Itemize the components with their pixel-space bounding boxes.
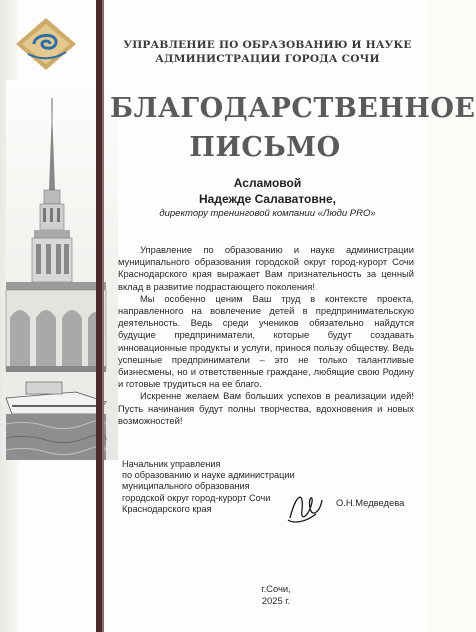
letter-body	[118, 244, 414, 427]
decorative-band-edge	[102, 0, 104, 632]
body-paragraph: Мы особенно ценим Ваш труд в контексте проекта, направленного на вовлечение детей в предпринимательскую деятельность. Ведь среди учеников обязательно найдутся будущие предприниматели, которые будут создавать инновационные продукты и услуги, принося пользу обществу. Ведь успешные предприниматели – это не только талантливые бизнесмены, но и ответственные граждане, любящие свою Родину и готовые трудиться на ее благо.	[118, 292, 414, 390]
place-and-date	[246, 583, 306, 607]
document-title-line-1: БЛАГОДАРСТВЕННОЕ	[110, 93, 476, 124]
issuer-header	[120, 38, 415, 66]
recipient-surname: Асламовой	[233, 176, 302, 190]
signer-name: О.Н.Медведева	[336, 497, 405, 508]
issuer-line-1: УПРАВЛЕНИЕ ПО ОБРАЗОВАНИЮ И НАУКЕ	[123, 39, 412, 51]
signatory-line: Краснодарского края	[122, 503, 212, 514]
recipient-name: Надежде Салаватовне,	[199, 192, 336, 206]
emblem-logo-icon	[14, 14, 78, 74]
issuer-line-2: АДМИНИСТРАЦИИ ГОРОДА СОЧИ	[155, 53, 380, 65]
signatory-line: Начальник управления	[122, 459, 221, 469]
city: г.Сочи,	[261, 583, 291, 594]
handwritten-signature	[286, 484, 330, 528]
signatory-line: городской округ город-курорт Сочи	[122, 492, 271, 503]
body-paragraph: Искренне желаем Вам больших успехов в реализации идей! Пусть начинания будут полны творчества, вдохновения и новых возможностей!	[118, 390, 414, 426]
signatory-line: по образованию и науке администрации	[122, 470, 295, 481]
document-title-line-2: ПИСЬМО	[189, 132, 341, 163]
year: 2025 г.	[261, 595, 291, 606]
signatory-line: муниципального образования	[122, 481, 250, 492]
recipient-position: директору тренинговой компании «Люди PRO»	[159, 208, 376, 219]
body-paragraph: Управление по образованию и науке администрации муниципального образования городской округ город-курорт Сочи Краснодарского края выражает Вам признательность за ценный вклад в развитие подрастающего поколения!	[118, 244, 414, 292]
